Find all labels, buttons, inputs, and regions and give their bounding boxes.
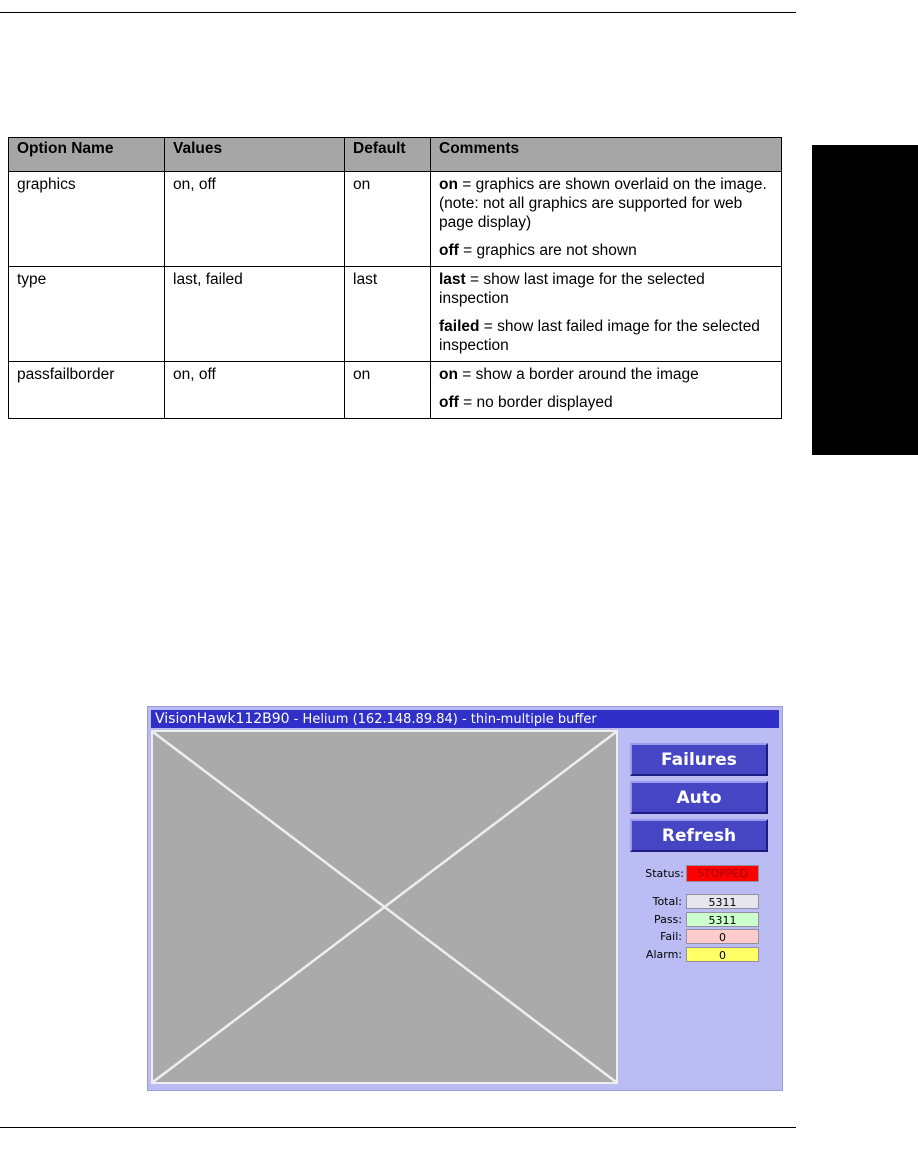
camera-web-view — [147, 706, 783, 1091]
total-count: 5311 — [686, 894, 759, 909]
option-default: last — [345, 267, 431, 362]
top-rule — [0, 12, 796, 13]
header-default: Default — [345, 138, 431, 172]
fail-label: Fail: — [660, 930, 682, 943]
option-values: on, off — [165, 362, 345, 419]
comment-text: = show a border around the image — [457, 366, 699, 383]
bottom-rule — [0, 1127, 796, 1128]
option-comments — [431, 172, 782, 267]
pass-label: Pass: — [653, 913, 682, 926]
comment-term: on — [439, 176, 458, 193]
comment-line — [439, 241, 773, 260]
option-comments — [431, 362, 782, 419]
comment-line — [439, 393, 773, 412]
auto-button[interactable]: Auto — [630, 781, 768, 814]
table-header-row — [9, 138, 782, 172]
comment-text: = no border displayed — [458, 394, 613, 411]
no-image-cross-icon — [153, 732, 616, 1082]
pass-count: 5311 — [686, 912, 759, 927]
header-option-name: Option Name — [9, 138, 165, 172]
comment-line — [439, 175, 773, 232]
table-row — [9, 362, 782, 419]
option-name: passfailborder — [9, 362, 165, 419]
table-row — [9, 267, 782, 362]
comment-line — [439, 270, 773, 308]
header-values: Values — [165, 138, 345, 172]
option-default: on — [345, 172, 431, 267]
comment-text: = show last image for the selected inspection — [439, 271, 705, 307]
device-name: VisionHawk112B90 — [155, 711, 290, 727]
failures-button[interactable]: Failures — [630, 743, 768, 776]
comment-term: failed — [439, 318, 480, 335]
alarm-count: 0 — [686, 947, 759, 962]
options-table — [8, 137, 782, 419]
web-view-title-bar — [151, 710, 779, 728]
refresh-button[interactable]: Refresh — [630, 819, 768, 852]
table-row — [9, 172, 782, 267]
option-name: graphics — [9, 172, 165, 267]
comment-text: = show last failed image for the selected inspection — [439, 318, 760, 354]
total-label: Total: — [652, 895, 682, 908]
header-comments: Comments — [431, 138, 782, 172]
option-values: on, off — [165, 172, 345, 267]
comment-line — [439, 365, 773, 384]
option-default: on — [345, 362, 431, 419]
chapter-side-tab — [812, 145, 918, 455]
connection-info: - Helium (162.148.89.84) - thin-multiple buffer — [289, 712, 597, 727]
fail-count: 0 — [686, 929, 759, 944]
option-comments — [431, 267, 782, 362]
comment-line — [439, 317, 773, 355]
comment-term: off — [439, 394, 459, 411]
comment-term: off — [439, 242, 459, 259]
image-placeholder — [151, 730, 618, 1084]
alarm-label: Alarm: — [645, 948, 682, 961]
comment-text: = graphics are not shown — [458, 242, 637, 259]
status-badge: STOPPED — [686, 865, 759, 882]
status-label: Status: — [645, 867, 684, 880]
option-values: last, failed — [165, 267, 345, 362]
comment-term: last — [439, 271, 466, 288]
option-name: type — [9, 267, 165, 362]
comment-text: = graphics are shown overlaid on the image. (note: not all graphics are supported for web page display) — [439, 176, 767, 231]
comment-term: on — [439, 366, 458, 383]
